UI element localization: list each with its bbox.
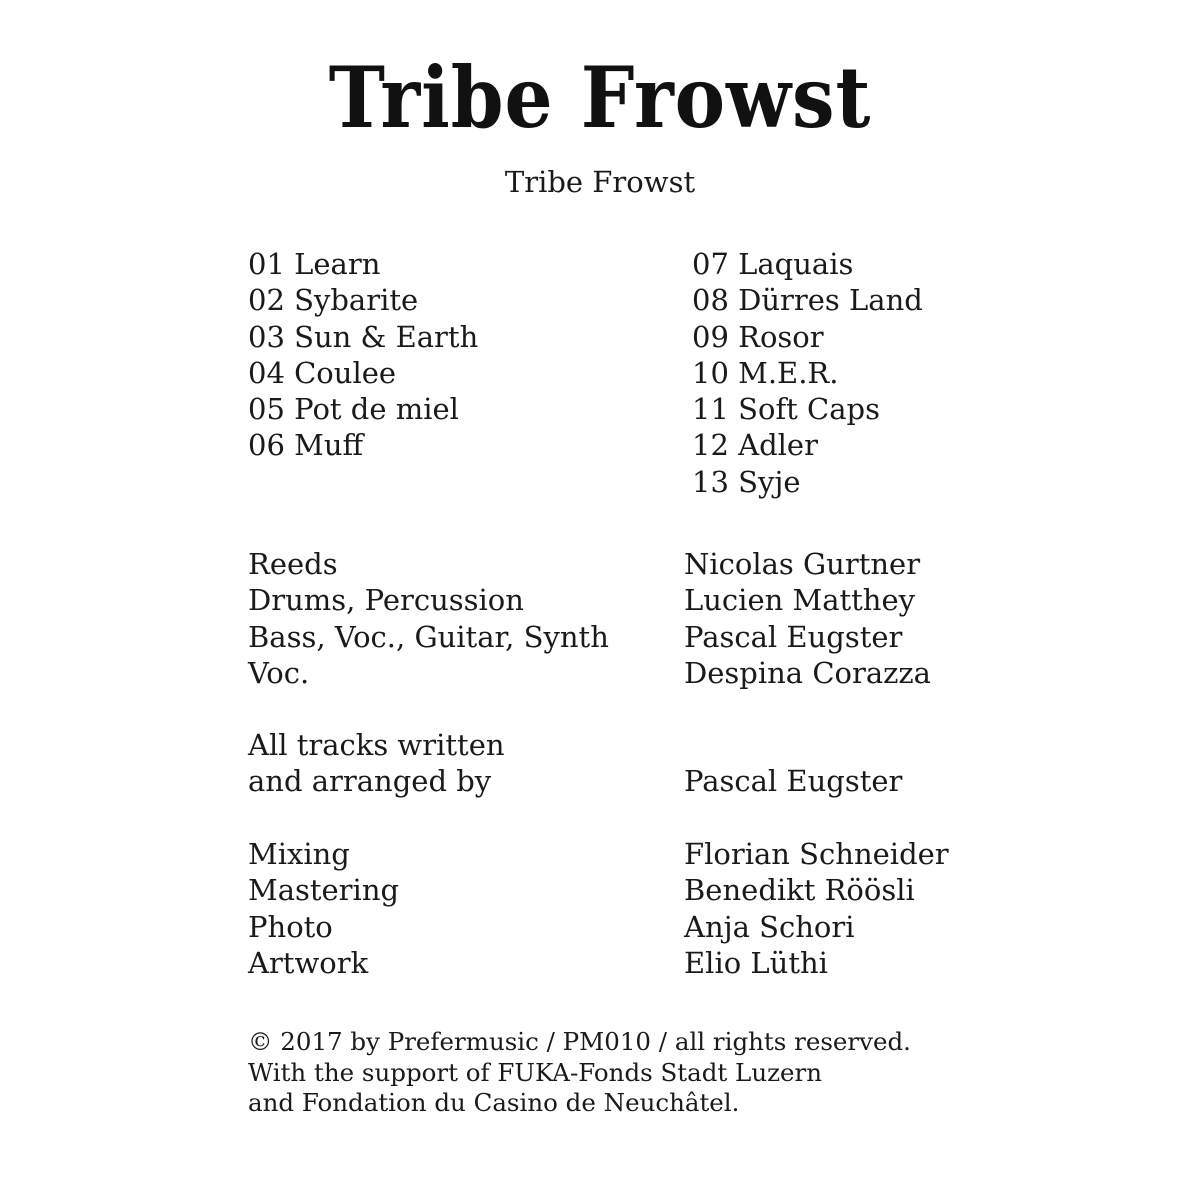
credit-role: Artwork [248, 945, 369, 980]
album-title: Tribe Frowst [504, 165, 696, 199]
footer-line: and Fondation du Casino de Neuchâtel. [248, 1088, 740, 1117]
track-item: 01 Learn [248, 247, 381, 281]
production-names [684, 836, 949, 981]
composer-name-text: Pascal Eugster [684, 764, 903, 798]
footer-line: With the support of FUKA-Fonds Stadt Luzern [248, 1057, 822, 1087]
role-label: Drums, Percussion [248, 583, 524, 618]
credit-name: Anja Schori [684, 909, 855, 944]
musician-roles [248, 546, 609, 691]
track-item: 13 Syje [692, 464, 801, 499]
credit-role: Mastering [248, 873, 400, 908]
musician-name: Nicolas Gurtner [684, 547, 921, 581]
musician-names [684, 546, 931, 691]
footer-line: © 2017 by Prefermusic / PM010 / all rights reserved. [248, 1027, 911, 1056]
copyright-footer [248, 1027, 911, 1119]
written-label-line: and arranged by [248, 764, 492, 799]
musician-name: Lucien Matthey [684, 583, 916, 618]
credit-name: Benedikt Röösli [684, 873, 915, 908]
tracklist-right [692, 246, 923, 500]
credit-role: Mixing [248, 837, 350, 871]
track-item: 08 Dürres Land [692, 283, 923, 318]
written-label [248, 727, 505, 800]
written-label-line: All tracks written [248, 728, 505, 762]
musician-name: Despina Corazza [684, 655, 931, 690]
track-item: 02 Sybarite [248, 283, 419, 318]
credit-role: Photo [248, 909, 333, 944]
track-item: 05 Pot de miel [248, 392, 459, 427]
track-item: 04 Coulee [248, 355, 397, 390]
production-roles [248, 836, 399, 981]
role-label: Reeds [248, 547, 338, 581]
composer-name [684, 763, 902, 799]
track-item: 06 Muff [248, 428, 364, 463]
track-item: 12 Adler [692, 428, 818, 463]
track-item: 09 Rosor [692, 319, 824, 354]
credit-name: Florian Schneider [684, 837, 949, 871]
track-item: 11 Soft Caps [692, 392, 880, 427]
role-label: Bass, Voc., Guitar, Synth [248, 619, 609, 654]
role-label: Voc. [248, 655, 310, 690]
musician-name: Pascal Eugster [684, 619, 903, 654]
track-item: 03 Sun & Earth [248, 319, 479, 354]
band-logo: Tribe Frowst [328, 48, 872, 147]
track-item: 07 Laquais [692, 247, 854, 281]
tracklist-left [248, 246, 478, 464]
track-item: 10 M.E.R. [692, 355, 839, 390]
credit-name: Elio Lüthi [684, 945, 828, 980]
